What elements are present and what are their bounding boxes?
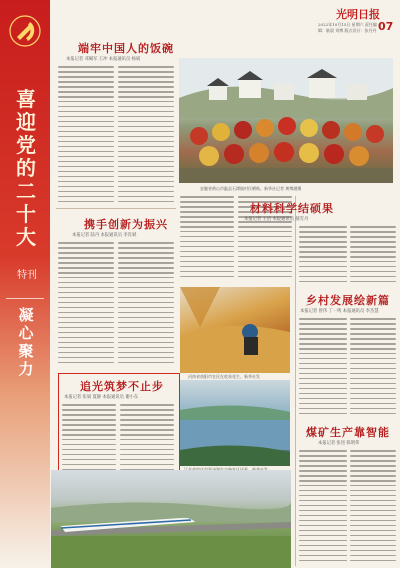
village-harvest-photo: [179, 58, 393, 183]
lake-photo: [180, 380, 290, 466]
text-rural-col1: [299, 318, 347, 418]
text-innovation-col2: [118, 242, 174, 367]
text-dream-col1: [62, 404, 116, 478]
text-mining-col1: [299, 450, 347, 564]
banner-subtitle: 特刊: [17, 270, 37, 281]
divider: [56, 208, 176, 209]
byline-materials: 本报记者 王洁 本报通讯员 郝雪丹: [244, 217, 309, 222]
byline-rice-bowl: 本报记者 邓佩军 王冲 本报通讯员 杨斌: [66, 57, 141, 62]
article-title-rice-bowl: 端牢中国人的饭碗: [78, 42, 174, 55]
banner-slogan: 凝 心 聚 力: [18, 306, 34, 378]
party-emblem-icon: [8, 14, 42, 48]
article-title-materials: 材料科学结硕果: [250, 202, 334, 215]
banner-title: 喜 迎 党 的 二 十 大: [16, 87, 36, 249]
text-mining-col2: [350, 450, 396, 564]
column-divider: [295, 196, 296, 566]
byline-rural: 本报记者 曾伟 丁一鸣 本报通讯员 李杰慧: [300, 309, 379, 314]
byline-dream: 本报记者 张斌 夏静 本报通讯员 谢小东: [64, 395, 139, 400]
caption-village: 安徽省黄山市歙县石潭镇村民晒秋。新华社记者 黄博涵摄: [200, 186, 302, 191]
byline-mining: 本报记者 张进 陈明伟: [318, 441, 360, 446]
text-rice-bowl-col1: [58, 66, 114, 206]
high-speed-rail-photo: [51, 470, 291, 568]
text-dream-col2: [120, 404, 174, 478]
harvest-photo: [180, 287, 290, 373]
caption-harvest: 河南省南阳市农民在收获花生。新华社发: [188, 374, 260, 379]
text-middle-col1: [180, 196, 234, 284]
text-rice-bowl-col2: [118, 66, 174, 206]
article-title-mining: 煤矿生产靠智能: [306, 426, 390, 439]
newspaper-name: 光明日报: [336, 8, 380, 21]
page-number: 07: [378, 20, 394, 33]
article-title-dream: 追光筑梦不止步: [80, 380, 164, 393]
special-issue-banner: [0, 0, 50, 568]
byline-innovation: 本报记者 陆丹 本报通讯员 李肖斌: [72, 233, 137, 238]
text-innovation-col1: [58, 242, 114, 367]
text-rural-col2: [350, 318, 396, 418]
article-title-innovation: 携手创新为振兴: [84, 218, 168, 231]
banner-divider: [6, 298, 44, 299]
text-materials-col2: [350, 226, 396, 286]
issue-info: 2022年10月15日 星期六 责任编辑：耿晨 刘博 版式设计：张丹丹: [318, 22, 377, 33]
text-materials-col1: [299, 226, 347, 286]
article-title-rural: 乡村发展绘新篇: [306, 294, 390, 307]
